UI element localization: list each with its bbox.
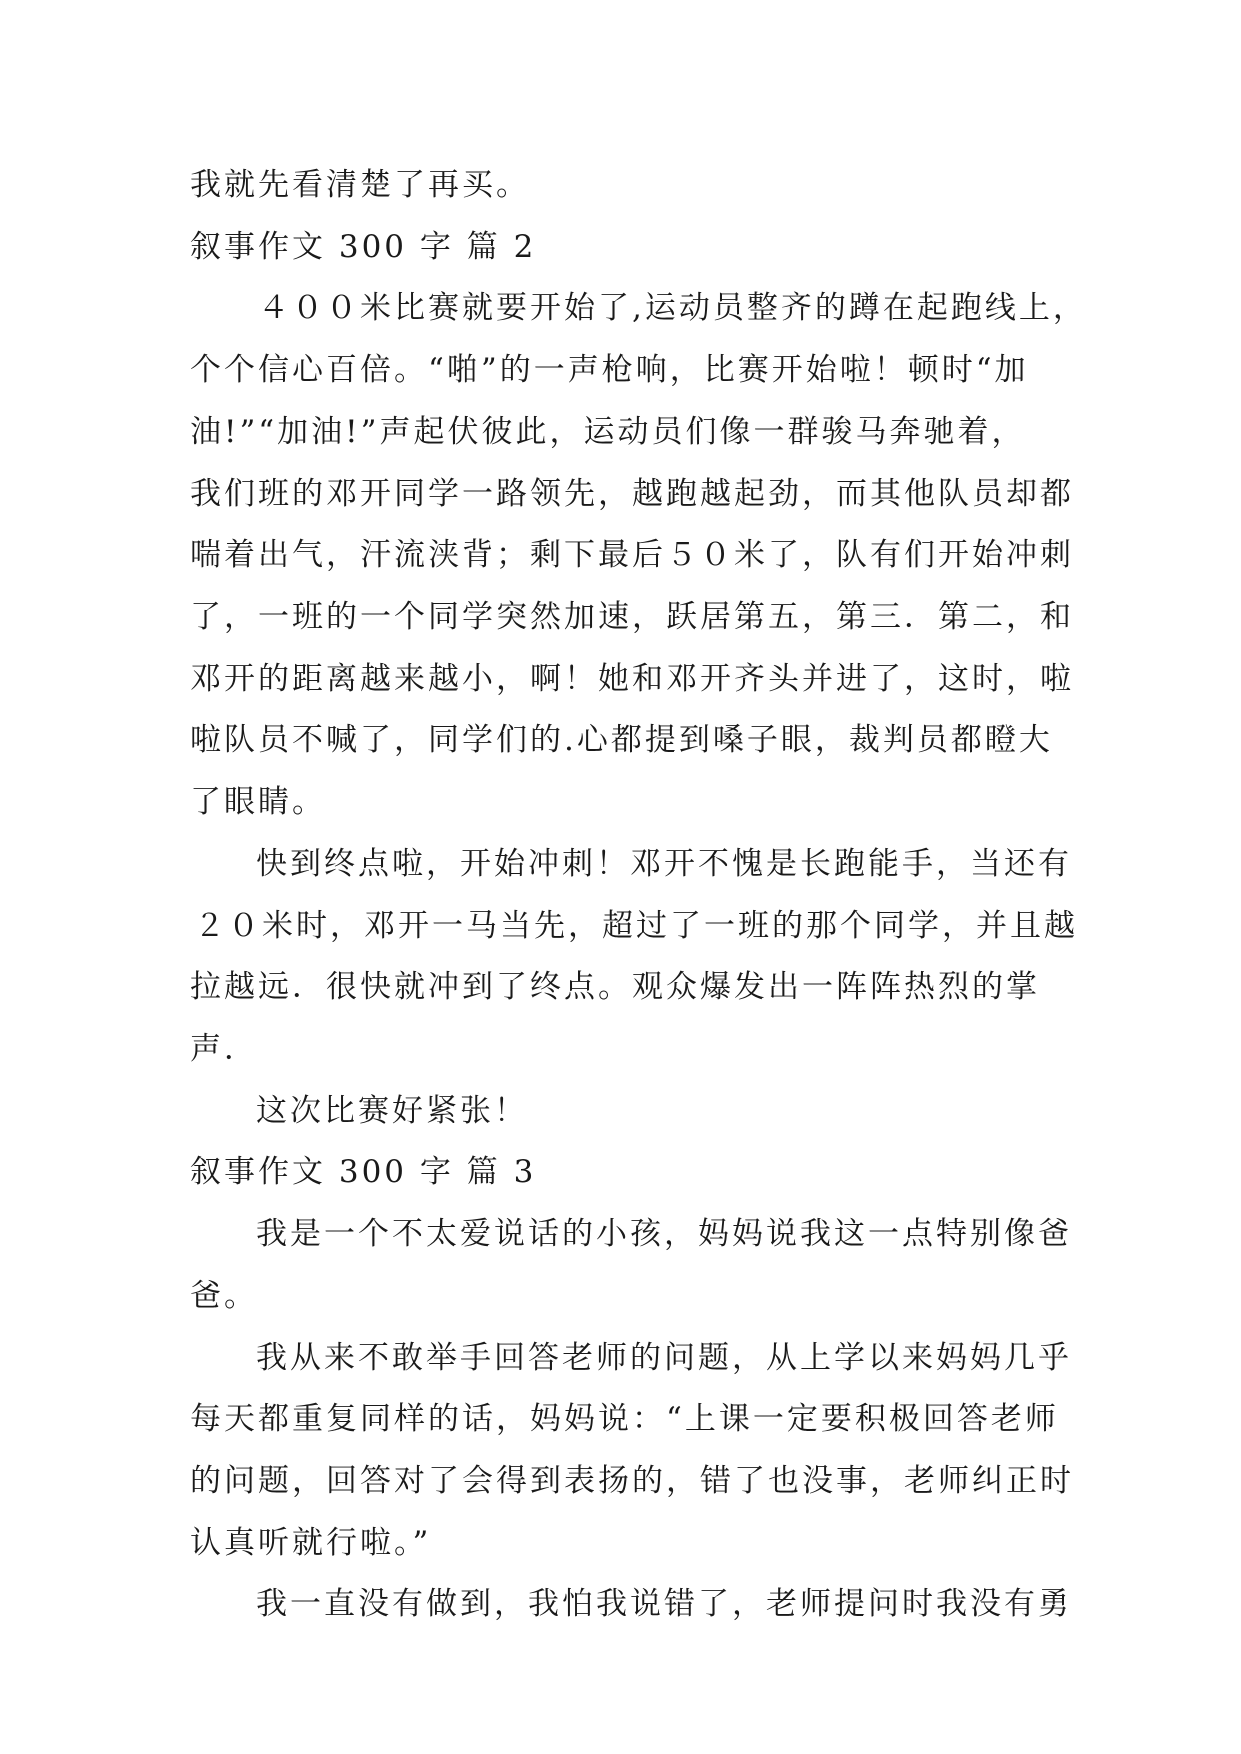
text-line: 我从来不敢举手回答老师的问题，从上学以来妈妈几乎: [256, 1340, 1072, 1376]
text-line: 我就先看清楚了再买。: [190, 167, 530, 203]
text-line: 我们班的邓开同学一路领先，越跑越起劲，而其他队员却都: [190, 476, 1074, 512]
text-line: 这次比赛好紧张！: [256, 1093, 528, 1129]
text-line: 每天都重复同样的话，妈妈说：“上课一定要积极回答老师: [190, 1401, 1059, 1437]
text-line: 声．: [190, 1031, 258, 1067]
text-line: ２０米时，邓开一马当先，超过了一班的那个同学，并且越: [194, 908, 1078, 944]
text-line: 喘着出气，汗流浃背；剩下最后５０米了，队有们开始冲刺: [190, 537, 1074, 573]
text-line: 我是一个不太爱说话的小孩，妈妈说我这一点特别像爸: [256, 1216, 1072, 1252]
section-heading: 叙事作文 300 字 篇 2: [190, 229, 537, 265]
text-line: 我一直没有做到，我怕我说错了，老师提问时我没有勇: [256, 1586, 1072, 1622]
text-line: 油!”“加油!”声起伏彼此，运动员们像一群骏马奔驰着，: [190, 414, 1026, 450]
text-line: 爸。: [190, 1278, 258, 1314]
text-line: 拉越远．很快就冲到了终点。观众爆发出一阵阵热烈的掌: [190, 969, 1040, 1005]
text-line: 了眼睛。: [190, 784, 326, 820]
text-line: ４００米比赛就要开始了,运动员整齐的蹲在起跑线上，: [258, 290, 1087, 326]
text-line: 啦队员不喊了，同学们的.心都提到嗓子眼，裁判员都瞪大: [190, 722, 1053, 758]
text-line: 快到终点啦，开始冲刺！邓开不愧是长跑能手，当还有: [256, 846, 1072, 882]
section-heading: 叙事作文 300 字 篇 3: [190, 1154, 537, 1190]
text-line: 个个信心百倍。“啪”的一声枪响，比赛开始啦！顿时“加: [190, 352, 1029, 388]
text-line: 了，一班的一个同学突然加速，跃居第五，第三．第二，和: [190, 599, 1074, 635]
text-line: 的问题，回答对了会得到表扬的，错了也没事，老师纠正时: [190, 1463, 1074, 1499]
text-line: 认真听就行啦。”: [190, 1525, 432, 1561]
text-line: 邓开的距离越来越小，啊！她和邓开齐头并进了，这时，啦: [190, 661, 1074, 697]
